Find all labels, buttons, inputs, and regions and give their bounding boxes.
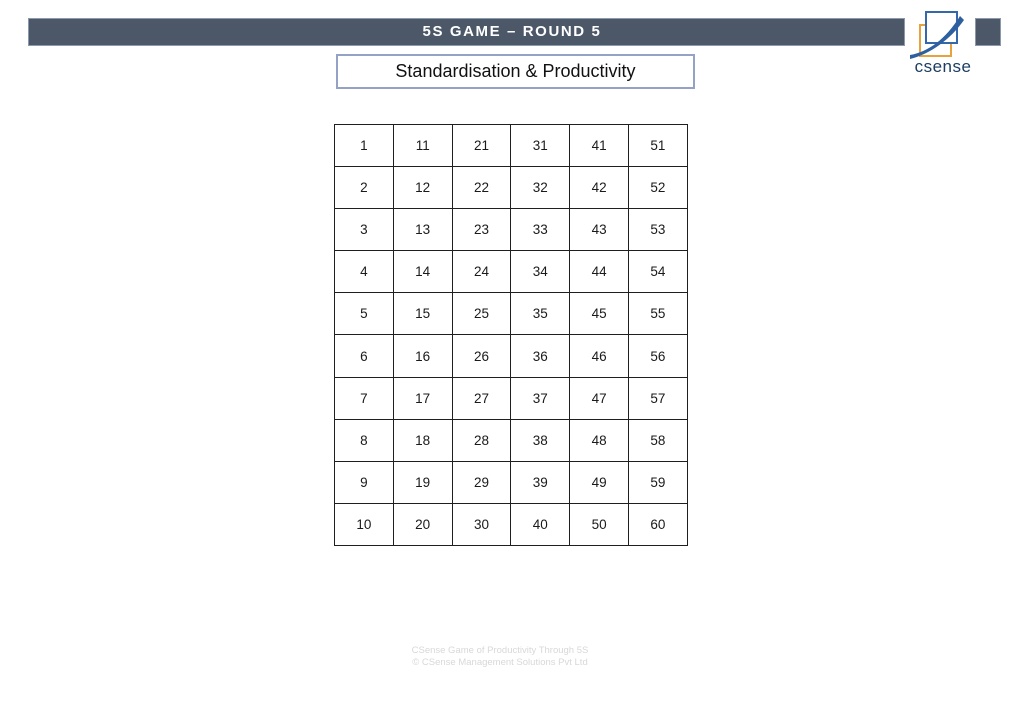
csense-logo [908, 8, 978, 82]
table-cell: 1 [335, 125, 394, 167]
table-cell: 27 [452, 377, 511, 419]
table-cell: 17 [393, 377, 452, 419]
table-cell: 56 [628, 335, 687, 377]
table-cell: 15 [393, 293, 452, 335]
table-cell: 41 [570, 125, 629, 167]
table-cell: 6 [335, 335, 394, 377]
table-cell: 52 [628, 167, 687, 209]
table-row [335, 251, 688, 293]
table-cell: 47 [570, 377, 629, 419]
table-cell: 35 [511, 293, 570, 335]
table-row [335, 419, 688, 461]
footer-line-1: CSense Game of Productivity Through 5S [411, 645, 589, 656]
slide-title-label: Standardisation & Productivity [395, 61, 636, 81]
table-cell: 18 [393, 419, 452, 461]
table-cell: 53 [628, 209, 687, 251]
table-cell: 48 [570, 419, 629, 461]
table-cell: 43 [570, 209, 629, 251]
table-cell: 45 [570, 293, 629, 335]
table-cell: 7 [335, 377, 394, 419]
table-cell: 44 [570, 251, 629, 293]
table-cell: 40 [511, 503, 570, 545]
table-cell: 4 [335, 251, 394, 293]
table-cell: 39 [511, 461, 570, 503]
table-cell: 30 [452, 503, 511, 545]
table-cell: 33 [511, 209, 570, 251]
table-cell: 34 [511, 251, 570, 293]
table-cell: 29 [452, 461, 511, 503]
table-cell: 11 [393, 125, 452, 167]
number-table [334, 124, 688, 546]
table-cell: 5 [335, 293, 394, 335]
logo-wordmark: csense [914, 57, 972, 76]
slide-footer [330, 645, 670, 669]
table-row [335, 461, 688, 503]
table-cell: 50 [570, 503, 629, 545]
table-row [335, 167, 688, 209]
table-cell: 22 [452, 167, 511, 209]
table-cell: 26 [452, 335, 511, 377]
table-cell: 58 [628, 419, 687, 461]
table-cell: 10 [335, 503, 394, 545]
number-table-body [335, 125, 688, 546]
table-cell: 23 [452, 209, 511, 251]
table-cell: 60 [628, 503, 687, 545]
table-cell: 8 [335, 419, 394, 461]
slide-header-title: 5S GAME – ROUND 5 [422, 23, 602, 40]
table-cell: 49 [570, 461, 629, 503]
footer-line-2: © CSense Management Solutions Pvt Ltd [412, 657, 588, 668]
table-cell: 59 [628, 461, 687, 503]
table-cell: 46 [570, 335, 629, 377]
table-cell: 57 [628, 377, 687, 419]
table-cell: 12 [393, 167, 452, 209]
slide-title-box [336, 54, 695, 89]
table-row [335, 377, 688, 419]
table-cell: 14 [393, 251, 452, 293]
table-cell: 25 [452, 293, 511, 335]
table-cell: 37 [511, 377, 570, 419]
table-cell: 9 [335, 461, 394, 503]
table-row [335, 209, 688, 251]
table-cell: 20 [393, 503, 452, 545]
table-cell: 36 [511, 335, 570, 377]
table-cell: 42 [570, 167, 629, 209]
table-cell: 21 [452, 125, 511, 167]
table-cell: 24 [452, 251, 511, 293]
table-row [335, 125, 688, 167]
table-cell: 32 [511, 167, 570, 209]
table-cell: 2 [335, 167, 394, 209]
table-cell: 54 [628, 251, 687, 293]
table-row [335, 293, 688, 335]
table-cell: 3 [335, 209, 394, 251]
table-cell: 31 [511, 125, 570, 167]
table-cell: 19 [393, 461, 452, 503]
table-cell: 13 [393, 209, 452, 251]
table-cell: 16 [393, 335, 452, 377]
table-cell: 51 [628, 125, 687, 167]
table-row [335, 335, 688, 377]
table-cell: 28 [452, 419, 511, 461]
table-cell: 38 [511, 419, 570, 461]
table-row [335, 503, 688, 545]
table-cell: 55 [628, 293, 687, 335]
